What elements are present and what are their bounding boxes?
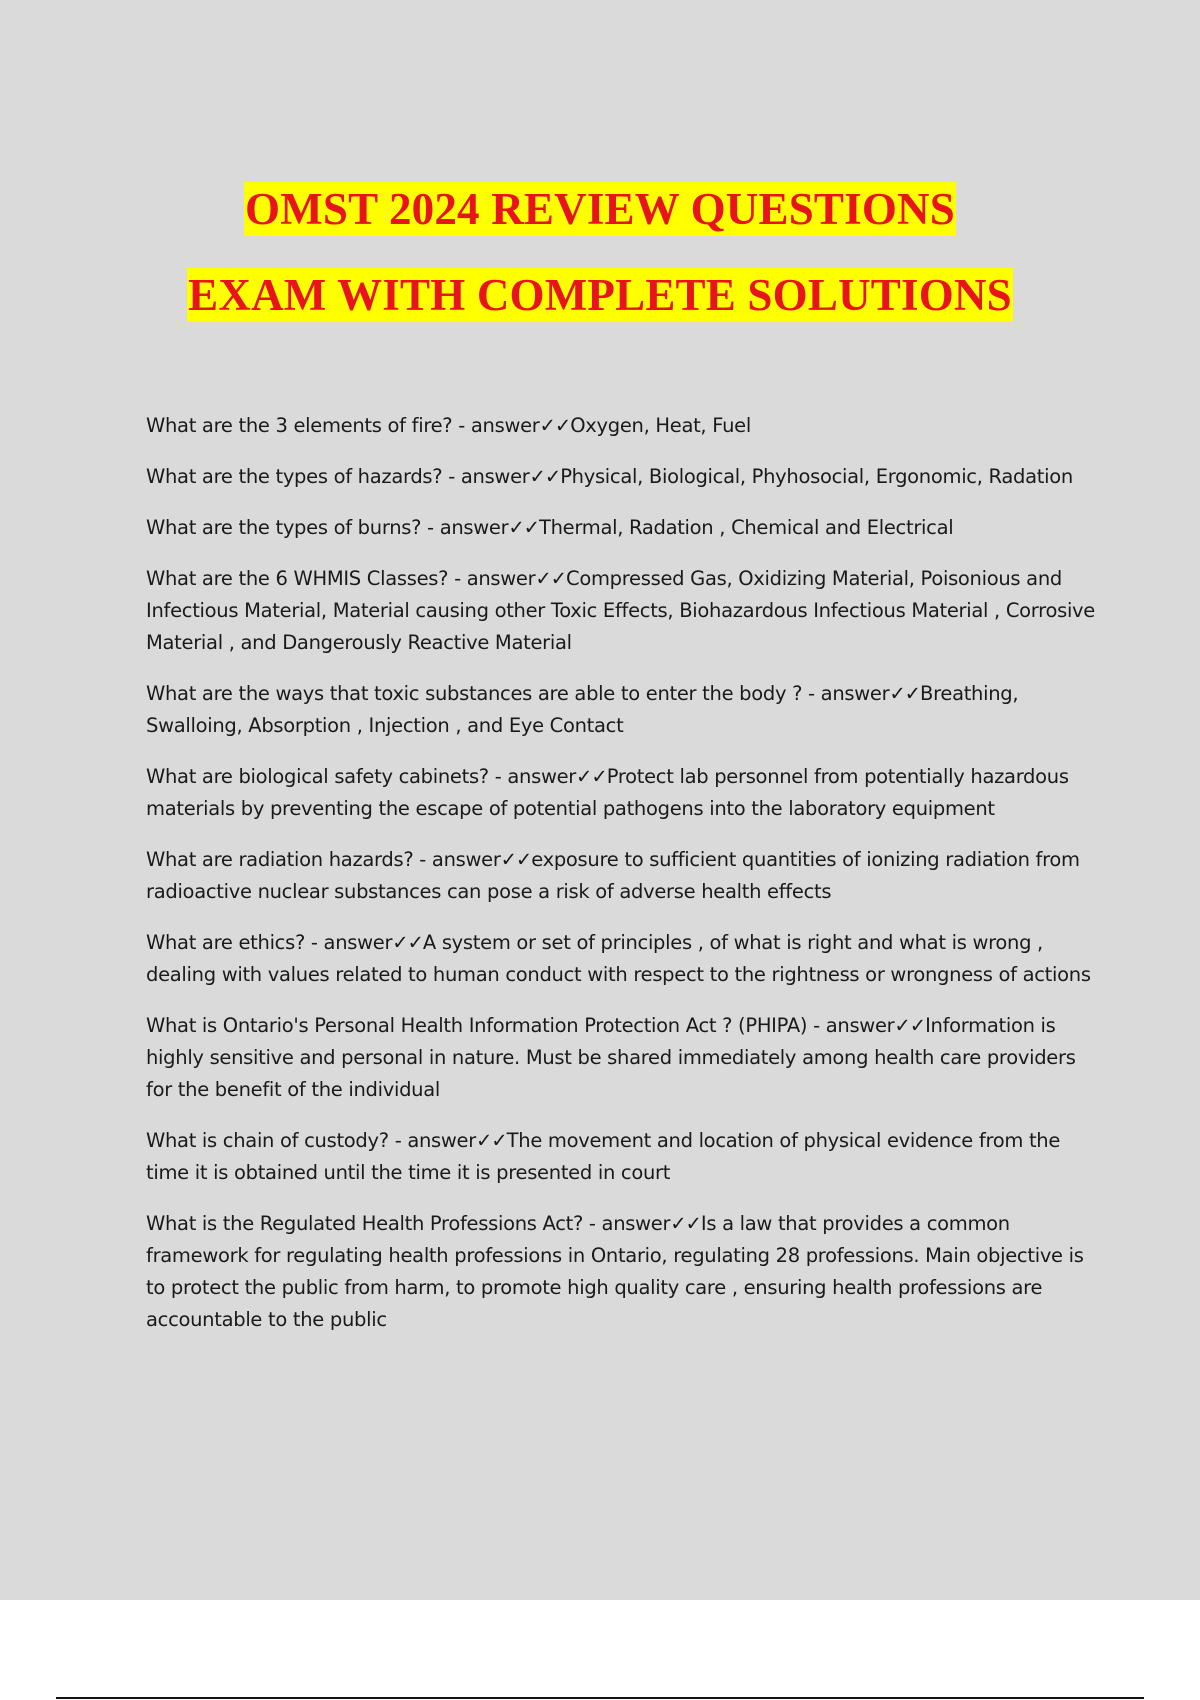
question-text: What is the Regulated Health Professions Act? - answer: [146, 1212, 671, 1235]
question-text: What are the 3 elements of fire? - answer: [146, 414, 540, 437]
answer-text: Oxygen, Heat, Fuel: [570, 414, 751, 437]
question-text: What is Ontario's Personal Health Information Protection Act ? (PHIPA) - answer: [146, 1014, 895, 1037]
qa-item: [146, 761, 1096, 825]
check-mark-icon: ✓✓: [889, 682, 920, 705]
answer-text: Thermal, Radation , Chemical and Electrical: [539, 516, 954, 539]
check-mark-icon: ✓✓: [576, 765, 607, 788]
check-mark-icon: ✓✓: [670, 1212, 701, 1235]
answer-text: Protect lab personnel from potentially hazardous materials by preventing the escape of potential pathogens into the laboratory equipment: [146, 765, 1069, 820]
check-mark-icon: ✓✓: [539, 414, 571, 437]
answer-text: The movement and location of physical evidence from the time it is obtained until the time it is presented in court: [146, 1129, 1061, 1184]
qa-item: [146, 1010, 1096, 1106]
check-mark-icon: ✓✓: [475, 1129, 507, 1152]
question-text: What are the 6 WHMIS Classes? - answer: [146, 567, 536, 590]
title-text-1: OMST 2024 REVIEW QUESTIONS: [245, 184, 955, 234]
answer-text: Is a law that provides a common framework for regulating health professions in Ontario, regulating 28 professions. Main objective is to protect the public from harm, to promote high quality care , ensuring health professions are accountable to the public: [146, 1212, 1084, 1331]
answer-text: exposure to sufficient quantities of ionizing radiation from radioactive nuclear substances can pose a risk of adverse health effects: [146, 848, 1080, 903]
answer-text: A system or set of principles , of what is right and what is wrong , dealing with values related to human conduct with respect to the rightness or wrongness of actions: [146, 931, 1091, 986]
footer-divider: [56, 1697, 1144, 1699]
qa-item: [146, 461, 1096, 493]
title-line-1: [0, 166, 1200, 252]
question-text: What are the types of burns? - answer: [146, 516, 509, 539]
qa-item: [146, 927, 1096, 991]
title-line-2: [0, 252, 1200, 338]
question-text: What are radiation hazards? - answer: [146, 848, 501, 871]
check-mark-icon: ✓✓: [529, 465, 561, 488]
answer-text: Breathing, Swalloing, Absorption , Injection , and Eye Contact: [146, 682, 1019, 737]
qa-list: [146, 410, 1096, 1355]
question-text: What are ethics? - answer: [146, 931, 393, 954]
check-mark-icon: ✓✓: [894, 1014, 926, 1037]
qa-item: [146, 1208, 1096, 1336]
question-text: What is chain of custody? - answer: [146, 1129, 476, 1152]
qa-item: [146, 1125, 1096, 1189]
qa-item: [146, 410, 1096, 442]
qa-item: [146, 844, 1096, 908]
check-mark-icon: ✓✓: [535, 567, 567, 590]
check-mark-icon: ✓✓: [392, 931, 423, 954]
check-mark-icon: ✓✓: [508, 516, 540, 539]
answer-text: Physical, Biological, Phyhosocial, Ergonomic, Radation: [560, 465, 1073, 488]
qa-item: [146, 512, 1096, 544]
question-text: What are the ways that toxic substances are able to enter the body ? - answer: [146, 682, 890, 705]
answer-text: Compressed Gas, Oxidizing Material, Poisonious and Infectious Material, Material causing other Toxic Effects, Biohazardous Infectious Material , Corrosive Material , and Dangerously Reactive Material: [146, 567, 1095, 654]
question-text: What are biological safety cabinets? - answer: [146, 765, 577, 788]
title-text-2: EXAM WITH COMPLETE SOLUTIONS: [188, 270, 1012, 320]
question-text: What are the types of hazards? - answer: [146, 465, 530, 488]
answer-text: Information is highly sensitive and personal in nature. Must be shared immediately among health care providers for the benefit of the individual: [146, 1014, 1076, 1101]
document-title: [0, 166, 1200, 338]
qa-item: [146, 563, 1096, 659]
qa-item: [146, 678, 1096, 742]
check-mark-icon: ✓✓: [500, 848, 532, 871]
